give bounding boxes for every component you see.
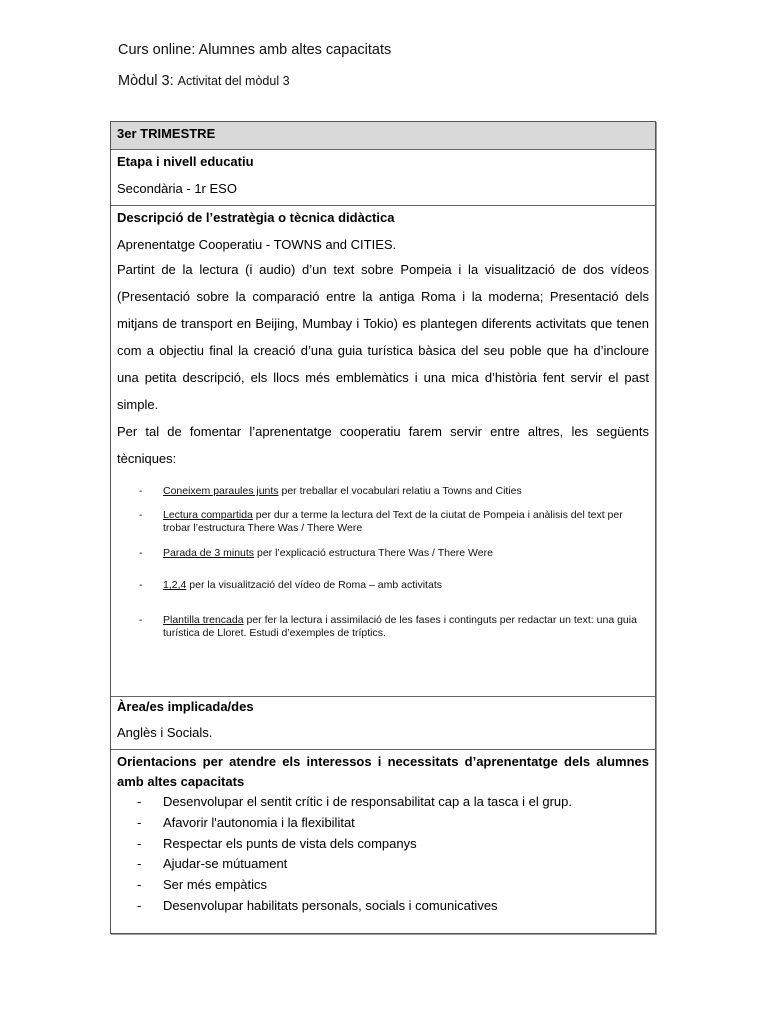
technique-name: Plantilla trencada (163, 614, 244, 626)
stage-heading: Etapa i nivell educatiu (117, 154, 254, 169)
list-dash: - (139, 509, 143, 521)
strategy-paragraph-1: Partint de la lectura (i audio) d’un text sobre Pompeia i la visualització de dos vídeos (Presentació sobre la comparació entre la antiga Roma i la moderna; Presentació dels mitjans de transport en Beijing, Mumbay i Tokio) es plantegen diferents activitats que tenen com a objectiu final la creació d’una guia turística bàsica del seu poble que ha d’incloure una petita descripció, els llocs més emblemàtics i una mica d’història fent servir el past simple. (117, 262, 649, 412)
orientation-text: Afavorir l'autonomia i la flexibilitat (163, 815, 355, 830)
list-dash: - (137, 836, 142, 851)
area-row (111, 697, 655, 750)
orientation-text: Desenvolupar habilitats personals, socials i comunicatives (163, 898, 498, 913)
strategy-paragraph-2: Per tal de fomentar l’aprenentatge cooperatiu farem servir entre altres, les següents tècniques: (117, 424, 649, 466)
orientation-text: Respectar els punts de vista dels companys (163, 836, 417, 851)
trimester-row (111, 122, 655, 150)
technique-name: 1,2,4 (163, 579, 187, 591)
list-dash: - (137, 898, 142, 913)
technique-desc: per dur a terme la lectura del Text de la ciutat de Pompeia i anàlisis del text per trobar l’estructura There Was / There Were (163, 509, 623, 534)
activity-table (110, 121, 656, 934)
orientation-text: Ser més empàtics (163, 877, 268, 892)
course-title: Curs online: Alumnes amb altes capacitats (118, 42, 392, 58)
stage-value: Secondària - 1r ESO (117, 181, 237, 196)
module-label: Mòdul 3: (118, 73, 174, 89)
technique-name: Parada de 3 minuts (163, 547, 255, 559)
technique-desc: per fer la lectura i assimilació de les fases i continguts per redactar un text: una guia turística de Lloret. Estudi d’exemples de tríptics. (163, 614, 637, 639)
technique-name: Lectura compartida (163, 509, 253, 521)
list-dash: - (137, 815, 142, 830)
list-dash: - (139, 547, 143, 559)
technique-desc: per la visualització del vídeo de Roma – amb activitats (186, 579, 442, 591)
orientation-row (111, 750, 655, 933)
list-dash: - (137, 877, 142, 892)
area-value: Anglès i Socials. (117, 725, 213, 740)
trimester-heading: 3er TRIMESTRE (117, 126, 216, 141)
list-dash: - (139, 579, 143, 591)
list-dash: - (137, 794, 142, 809)
list-dash: - (137, 856, 142, 871)
orientation-text: Desenvolupar el sentit crític i de responsabilitat cap a la tasca i el grup. (163, 794, 572, 809)
list-dash: - (139, 485, 143, 497)
strategy-heading: Descripció de l’estratègia o tècnica didàctica (117, 210, 395, 225)
technique-desc: per treballar el vocabulari relatiu a Towns and Cities (278, 485, 522, 497)
list-dash: - (139, 614, 143, 626)
stage-row (111, 150, 655, 206)
technique-name: Coneixem paraules junts (163, 485, 279, 497)
module-value: Activitat del mòdul 3 (177, 74, 290, 88)
module-title (118, 73, 290, 89)
orientation-heading: Orientacions per atendre els interessos i necessitats d’aprenentatge dels alumnes amb altes capacitats (117, 754, 649, 789)
strategy-row (111, 206, 655, 697)
strategy-subtitle: Aprenentatge Cooperatiu - TOWNS and CITIES. (117, 237, 397, 252)
area-heading: Àrea/es implicada/des (117, 699, 254, 714)
orientation-text: Ajudar-se mútuament (163, 856, 288, 871)
technique-desc: per l’explicació estructura There Was / There Were (254, 547, 493, 559)
